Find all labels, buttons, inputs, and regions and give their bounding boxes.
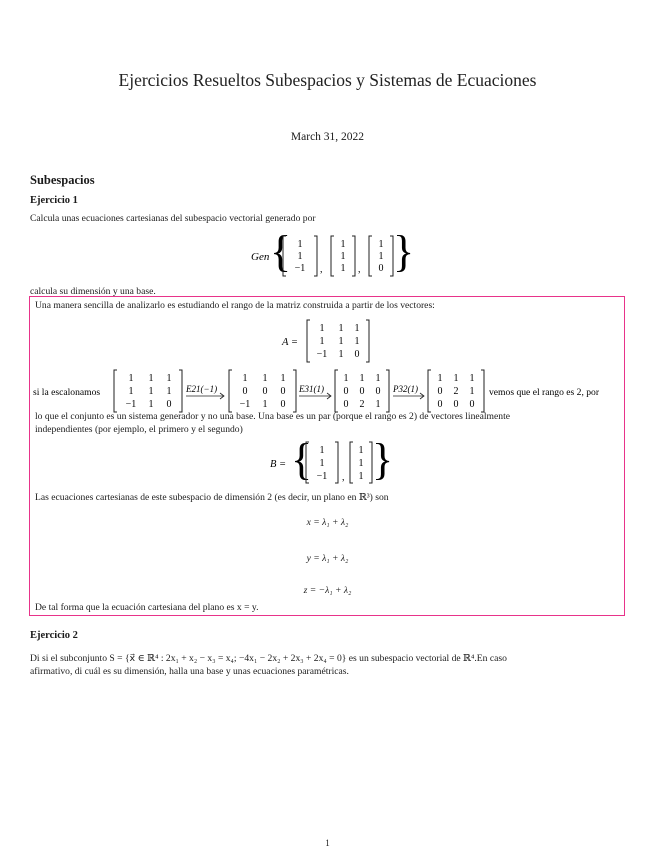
- exercise-1-after: calcula su dimensión y una base.: [30, 286, 156, 297]
- gen-label: Gen: [251, 251, 270, 263]
- gen-v3-r1: 1: [378, 239, 384, 250]
- a-31: −1: [316, 349, 328, 360]
- m4-33: 0: [469, 399, 475, 410]
- a-33: 0: [354, 349, 360, 360]
- gen-v1-r2: 1: [297, 251, 303, 262]
- exercise-2-heading: Ejercicio 2: [30, 630, 78, 641]
- basis-right-brace: }: [372, 439, 394, 484]
- m2-23: 0: [280, 386, 286, 397]
- m2-32: 1: [262, 399, 268, 410]
- exercise-2-line-1: Di si el subconjunto S = {x⃗ ∈ ℝ⁴ : 2x₁ + x₂ − x₃ = x₄; −4x₁ − 2x₂ + 2x₃ + 2x₄ = 0} es un subespacio vectorial de ℝ⁴.En caso: [30, 653, 507, 664]
- left-brace: {: [270, 232, 292, 276]
- m1-31: −1: [125, 399, 137, 410]
- a-23: 1: [354, 336, 360, 347]
- solution-line-2: lo que el conjunto es un sistema generador y no una base. Una base es un par (porque el rango es 2) de vectores linealmente: [35, 411, 510, 422]
- right-brace: }: [393, 232, 415, 276]
- m1-33: 0: [166, 399, 172, 410]
- basis-display: [0, 439, 655, 485]
- a-22: 1: [338, 336, 344, 347]
- op-2: E31(1): [299, 384, 324, 394]
- solution-intro: Una manera sencilla de analizarlo es estudiando el rango de la matriz construida a partir de los vectores:: [35, 300, 435, 311]
- m1-23: 1: [166, 386, 172, 397]
- m4-13: 1: [469, 373, 475, 384]
- gen-v1-r1: 1: [297, 239, 303, 250]
- matrix-a-label: A =: [282, 337, 298, 348]
- exercise-1-statement: Calcula unas ecuaciones cartesianas del subespacio vectorial generado por: [30, 213, 316, 224]
- b-v2-r2: 1: [358, 458, 364, 469]
- m4-21: 0: [437, 386, 443, 397]
- gen-display: [0, 232, 655, 280]
- m3-11: 1: [343, 373, 349, 384]
- m1-21: 1: [128, 386, 134, 397]
- b-v1-r3: −1: [316, 471, 328, 482]
- b-v1-r1: 1: [319, 445, 325, 456]
- m1-12: 1: [148, 373, 154, 384]
- gen-v2-r1: 1: [340, 239, 346, 250]
- m2-33: 0: [280, 399, 286, 410]
- m4-11: 1: [437, 373, 443, 384]
- exercise-2-line-2: afirmativo, di cuál es su dimensión, halla una base y unas ecuaciones paramétricas.: [30, 666, 349, 677]
- matrix-step-1: [114, 370, 182, 412]
- gen-v1-r3: −1: [294, 263, 306, 274]
- matrix-step-4: [428, 370, 484, 412]
- m3-33: 1: [375, 399, 381, 410]
- svg-text:,: ,: [342, 472, 345, 483]
- m2-31: −1: [239, 399, 251, 410]
- gen-v3-r3: 0: [378, 263, 384, 274]
- conclusion: De tal forma que la ecuación cartesiana del plano es x = y.: [35, 602, 259, 613]
- equation-z: z = −λ₁ + λ₂: [303, 585, 352, 596]
- m2-22: 0: [262, 386, 268, 397]
- m3-12: 1: [359, 373, 365, 384]
- m1-22: 1: [148, 386, 154, 397]
- esc-suffix: vemos que el rango es 2, por: [489, 387, 600, 398]
- a-13: 1: [354, 323, 360, 334]
- m2-11: 1: [242, 373, 248, 384]
- m2-21: 0: [242, 386, 248, 397]
- gen-vectors: [283, 236, 393, 276]
- b-v2-r3: 1: [358, 471, 364, 482]
- op-3: P32(1): [393, 384, 418, 394]
- m3-32: 2: [359, 399, 365, 410]
- page-number: 1: [325, 838, 330, 848]
- a-11: 1: [319, 323, 325, 334]
- solution-line-3: independientes (por ejemplo, el primero y el segundo): [35, 424, 243, 435]
- document-date: March 31, 2022: [290, 131, 365, 143]
- m4-23: 1: [469, 386, 475, 397]
- equation-y: y = λ₁ + λ₂: [306, 553, 349, 564]
- matrix-step-3: [335, 370, 389, 412]
- row-reduction-line: [0, 368, 655, 414]
- equation-x: x = λ₁ + λ₂: [306, 517, 349, 528]
- a-32: 1: [338, 349, 344, 360]
- m2-12: 1: [262, 373, 268, 384]
- matrix-step-2: [229, 370, 296, 412]
- exercise-1-heading: Ejercicio 1: [30, 195, 78, 206]
- m2-13: 1: [280, 373, 286, 384]
- cartesian-text: Las ecuaciones cartesianas de este subespacio de dimensión 2 (es decir, un plano en ℝ³) son: [35, 492, 389, 503]
- m3-13: 1: [375, 373, 381, 384]
- m1-32: 1: [148, 399, 154, 410]
- m4-31: 0: [437, 399, 443, 410]
- gen-v2-r3: 1: [340, 263, 346, 274]
- m4-12: 1: [453, 373, 459, 384]
- page-title: Ejercicios Resueltos Subespacios y Sistemas de Ecuaciones: [118, 70, 537, 90]
- gen-v3-r2: 1: [378, 251, 384, 262]
- section-heading: Subespacios: [30, 173, 95, 187]
- a-21: 1: [319, 336, 325, 347]
- basis-label: B =: [270, 459, 287, 470]
- m3-31: 0: [343, 399, 349, 410]
- op-1: E21(−1): [186, 384, 218, 394]
- m3-23: 0: [375, 386, 381, 397]
- b-v1-r2: 1: [319, 458, 325, 469]
- m1-13: 1: [166, 373, 172, 384]
- m3-22: 0: [359, 386, 365, 397]
- svg-text:,: ,: [320, 264, 323, 275]
- a-12: 1: [338, 323, 344, 334]
- matrix-a-display: [0, 318, 655, 364]
- m4-32: 0: [453, 399, 459, 410]
- basis-left-brace: {: [291, 439, 313, 484]
- m3-21: 0: [343, 386, 349, 397]
- gen-v2-r2: 1: [340, 251, 346, 262]
- esc-prefix: si la escalonamos: [33, 387, 101, 398]
- m4-22: 2: [453, 386, 459, 397]
- b-v2-r1: 1: [358, 445, 364, 456]
- m1-11: 1: [128, 373, 134, 384]
- svg-text:,: ,: [358, 264, 361, 275]
